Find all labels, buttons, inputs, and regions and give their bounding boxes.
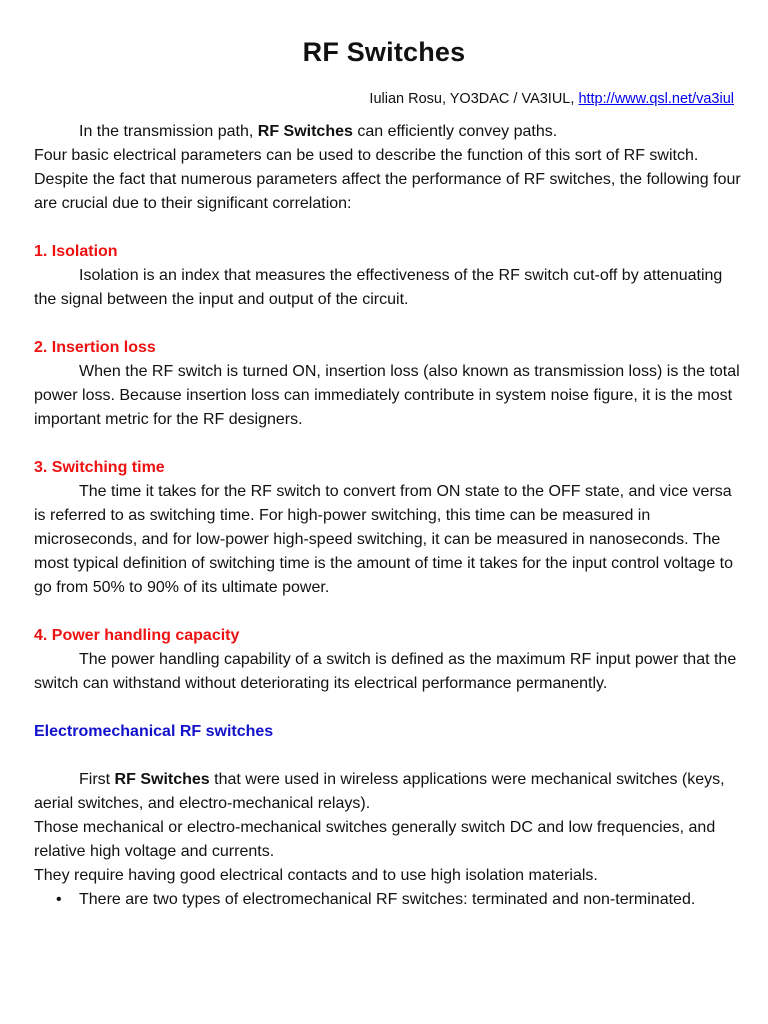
intro-text-pre: In the transmission path, xyxy=(79,123,258,140)
section-heading-switching-time: 3. Switching time xyxy=(34,459,165,476)
intro-paragraph: Four basic electrical parameters can be used to describe the function of this sort of RF switch. Despite the fact that numerous parameters affect the performance of RF switches, the following four are crucial due to their significant correlation: xyxy=(34,147,741,212)
spacer xyxy=(34,696,744,720)
section-text-isolation: Isolation is an index that measures the effectiveness of the RF switch cut-off by attenuating the signal between the input and output of the circuit. xyxy=(34,267,723,308)
electromechanical-paragraph-2: Those mechanical or electro-mechanical switches generally switch DC and low frequencies, and relative high voltage and currents. xyxy=(34,819,716,860)
author-link[interactable]: http://www.qsl.net/va3iul xyxy=(578,91,734,107)
intro-bold-term: RF Switches xyxy=(257,123,353,140)
spacer xyxy=(34,744,744,768)
author-text: Iulian Rosu, YO3DAC / VA3IUL, xyxy=(369,91,579,107)
bullet-text: There are two types of electromechanical RF switches: terminated and non-terminated. xyxy=(79,891,696,908)
section-text-insertion-loss: When the RF switch is turned ON, insertion loss (also known as transmission loss) is the total power loss. Because insertion loss can immediately contribute in system noise figure, it is the most important metric for the RF designers. xyxy=(34,363,740,428)
bullet-marker: • xyxy=(56,891,62,908)
document-body xyxy=(34,120,744,912)
electromechanical-text-post: that were used in wireless applications were mechanical switches (keys, aerial switches, and electro-mechanical relays). xyxy=(34,771,725,812)
spacer xyxy=(34,312,744,336)
electromechanical-bold-term: RF Switches xyxy=(114,771,210,788)
section-heading-power-handling: 4. Power handling capacity xyxy=(34,627,240,644)
electromechanical-paragraph-3: They require having good electrical contacts and to use high isolation materials. xyxy=(34,867,598,884)
spacer xyxy=(34,600,744,624)
subsection-heading-electromechanical: Electromechanical RF switches xyxy=(34,723,274,740)
list-item xyxy=(34,888,744,912)
section-text-switching-time: The time it takes for the RF switch to convert from ON state to the OFF state, and vice versa is referred to as switching time. For high-power switching, this time can be measured in microseconds, and for low-power high-speed switching, it can be measured in nanoseconds. The most typical definition of switching time is the amount of time it takes for the input control voltage to go from 50% to 90% of its ultimate power. xyxy=(34,483,734,596)
bullet-list xyxy=(34,888,744,912)
author-line xyxy=(369,89,734,109)
electromechanical-text-pre: First xyxy=(79,771,115,788)
page-title: RF Switches xyxy=(302,37,466,67)
section-text-power-handling: The power handling capability of a switch is defined as the maximum RF input power that the switch can withstand without deteriorating its electrical performance permanently. xyxy=(34,651,737,692)
spacer xyxy=(34,216,744,240)
section-heading-isolation: 1. Isolation xyxy=(34,243,118,260)
section-heading-insertion-loss: 2. Insertion loss xyxy=(34,339,156,356)
intro-text-post: can efficiently convey paths. xyxy=(352,123,558,140)
electromechanical-paragraph-1 xyxy=(34,768,744,816)
spacer xyxy=(34,432,744,456)
intro-line xyxy=(34,120,744,144)
